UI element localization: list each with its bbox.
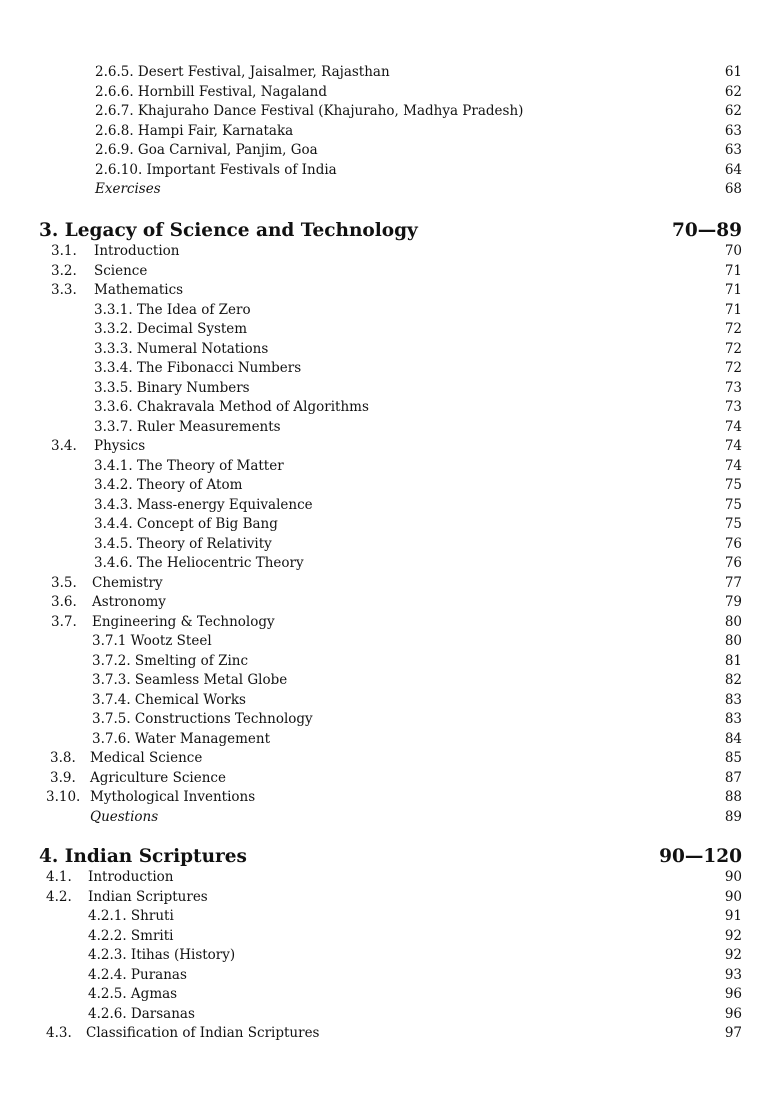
entry-title: Mathematics — [94, 282, 184, 298]
entry-page: 76 — [724, 555, 742, 571]
entry-page: 93 — [724, 966, 742, 983]
toc-entry — [0, 63, 780, 83]
toc-entry — [0, 554, 780, 574]
toc-entry — [0, 122, 780, 142]
entry-title: Astronomy — [92, 594, 166, 610]
entry-title: Physics — [94, 438, 146, 454]
toc-entry — [0, 691, 780, 711]
entry-number: 3.5. — [51, 574, 77, 591]
entry-page: 96 — [724, 986, 742, 1002]
toc-entry — [0, 671, 780, 691]
entry-title: Questions — [90, 808, 159, 825]
toc-entry — [0, 301, 780, 321]
entry-title: 2.6.8. Hampi Fair, Karnataka — [95, 122, 294, 139]
entry-title: 3.4.2. Theory of Atom — [94, 477, 243, 493]
entry-title: Introduction — [94, 243, 180, 259]
toc-entry — [0, 496, 780, 516]
chapter-pages: 90—120 — [659, 846, 742, 867]
toc-entry — [0, 593, 780, 613]
toc-entry — [0, 281, 780, 301]
entry-page: 74 — [724, 418, 742, 435]
entry-page: 81 — [724, 652, 742, 669]
entry-title: 4.2.3. Itihas (History) — [88, 947, 236, 963]
entry-page: 87 — [724, 769, 742, 786]
entry-title: 3.4.3. Mass-energy Equivalence — [94, 496, 313, 513]
toc-entry — [0, 476, 780, 496]
entry-number: 4.1. — [46, 869, 72, 885]
entry-title: 3.3.6. Chakravala Method of Algorithms — [94, 399, 369, 415]
entry-title: 4.2.4. Puranas — [88, 966, 187, 983]
entry-page: 72 — [724, 360, 742, 376]
entry-page: 73 — [724, 379, 742, 396]
entry-page: 75 — [724, 516, 742, 532]
entry-number: 4.2. — [46, 888, 72, 905]
toc-entry — [0, 769, 780, 789]
entry-page: 73 — [724, 399, 742, 415]
entry-number: 3.10. — [46, 789, 81, 805]
entry-number: 3.1. — [51, 243, 77, 259]
entry-page: 80 — [724, 633, 742, 649]
toc-entry — [0, 418, 780, 438]
entry-title: 4.2.5. Agmas — [88, 986, 178, 1002]
entry-title: 2.6.6. Hornbill Festival, Nagaland — [95, 83, 327, 100]
entry-page: 62 — [724, 103, 742, 119]
toc-entry — [0, 907, 780, 927]
entry-title: 3.3.2. Decimal System — [94, 321, 248, 337]
entry-page: 92 — [724, 947, 742, 963]
entry-title: 2.6.5. Desert Festival, Jaisalmer, Rajasthan — [95, 64, 390, 80]
entry-title: Science — [94, 262, 148, 279]
entry-number: 3.4. — [51, 438, 77, 454]
entry-page: 72 — [724, 321, 742, 337]
entry-page: 96 — [724, 1005, 742, 1022]
entry-page: 83 — [724, 691, 742, 708]
toc-entry — [0, 985, 780, 1005]
entry-title: 3.7.1 Wootz Steel — [92, 633, 212, 649]
entry-page: 85 — [724, 750, 742, 766]
entry-page: 90 — [724, 888, 742, 905]
entry-title: 3.3.1. The Idea of Zero — [94, 301, 251, 318]
entry-page: 71 — [724, 262, 742, 279]
entry-title: Introduction — [88, 869, 174, 885]
entry-title: 3.4.1. The Theory of Matter — [94, 457, 284, 474]
entry-title: 3.7.5. Constructions Technology — [92, 711, 313, 727]
entry-title: 3.4.6. The Heliocentric Theory — [94, 555, 304, 571]
toc-entry — [0, 340, 780, 360]
toc-entry — [0, 1005, 780, 1025]
entry-title: Agriculture Science — [90, 769, 226, 786]
entry-page: 75 — [724, 477, 742, 493]
entry-page: 80 — [724, 613, 742, 630]
entry-page: 97 — [724, 1025, 742, 1041]
toc-entry — [0, 966, 780, 986]
entry-title: 2.6.10. Important Festivals of India — [95, 161, 337, 178]
toc-entry — [0, 1024, 780, 1044]
toc-entry — [0, 379, 780, 399]
entry-page: 74 — [724, 438, 742, 454]
toc-entry — [0, 613, 780, 633]
entry-title: 3.7.4. Chemical Works — [92, 691, 246, 708]
entry-number: 3.7. — [51, 613, 77, 630]
entry-title: 3.7.3. Seamless Metal Globe — [92, 672, 288, 688]
entry-title: 3.4.5. Theory of Relativity — [94, 535, 272, 552]
entry-title: Engineering & Technology — [92, 613, 275, 630]
entry-page: 75 — [724, 496, 742, 513]
entry-title: 3.7.6. Water Management — [92, 730, 270, 747]
toc-entry — [0, 83, 780, 103]
entry-page: 83 — [724, 711, 742, 727]
entry-page: 90 — [724, 869, 742, 885]
toc-entry — [0, 180, 780, 200]
entry-title: Classification of Indian Scriptures — [86, 1025, 320, 1041]
entry-page: 92 — [724, 927, 742, 944]
entry-page: 82 — [724, 672, 742, 688]
toc-entry — [0, 457, 780, 477]
toc-entry — [0, 262, 780, 282]
toc-entry — [0, 730, 780, 750]
toc-entry — [0, 242, 780, 262]
toc-entry — [0, 710, 780, 730]
toc-entry — [0, 946, 780, 966]
entry-number: 3.2. — [51, 262, 77, 279]
toc-entry — [0, 632, 780, 652]
entry-page: 71 — [724, 301, 742, 318]
entry-page: 88 — [724, 789, 742, 805]
entry-title: 2.6.9. Goa Carnival, Panjim, Goa — [95, 142, 318, 158]
entry-number: 3.3. — [51, 282, 77, 298]
entry-number: 3.6. — [51, 594, 77, 610]
toc-entry — [0, 868, 780, 888]
toc-entry — [0, 652, 780, 672]
toc-entry — [0, 808, 780, 828]
chapter-title: 3. Legacy of Science and Technology — [39, 220, 418, 241]
entry-title: Exercises — [95, 181, 161, 197]
toc-entry — [0, 535, 780, 555]
chapter-heading — [0, 219, 780, 243]
toc-entry — [0, 398, 780, 418]
toc-entry — [0, 515, 780, 535]
toc-entry — [0, 749, 780, 769]
toc-entry — [0, 927, 780, 947]
chapter-pages: 70—89 — [672, 220, 742, 241]
toc-entry — [0, 161, 780, 181]
entry-title: Mythological Inventions — [90, 789, 256, 805]
entry-page: 63 — [724, 142, 742, 158]
entry-page: 77 — [724, 574, 742, 591]
entry-page: 79 — [724, 594, 742, 610]
toc-entry — [0, 359, 780, 379]
entry-page: 72 — [724, 340, 742, 357]
toc-entry — [0, 320, 780, 340]
entry-page: 84 — [724, 730, 742, 747]
entry-title: 3.3.3. Numeral Notations — [94, 340, 269, 357]
entry-page: 91 — [724, 908, 742, 924]
entry-title: 3.3.4. The Fibonacci Numbers — [94, 360, 302, 376]
toc-entry — [0, 888, 780, 908]
entry-number: 3.9. — [50, 769, 76, 786]
entry-title: 3.3.5. Binary Numbers — [94, 379, 250, 396]
entry-page: 64 — [724, 161, 742, 178]
entry-title: 3.7.2. Smelting of Zinc — [92, 652, 249, 669]
entry-number: 4.3. — [46, 1025, 72, 1041]
entry-title: 3.4.4. Concept of Big Bang — [94, 516, 278, 532]
entry-page: 71 — [724, 282, 742, 298]
entry-page: 74 — [724, 457, 742, 474]
entry-title: 4.2.1. Shruti — [88, 908, 174, 924]
entry-page: 61 — [724, 64, 742, 80]
entry-page: 76 — [724, 535, 742, 552]
toc-entry — [0, 102, 780, 122]
entry-title: 4.2.6. Darsanas — [88, 1005, 195, 1022]
entry-page: 89 — [724, 808, 742, 825]
toc-entry — [0, 437, 780, 457]
entry-page: 63 — [724, 122, 742, 139]
entry-page: 70 — [724, 243, 742, 259]
toc-entry — [0, 141, 780, 161]
chapter-title: 4. Indian Scriptures — [39, 846, 247, 867]
entry-number: 3.8. — [50, 750, 76, 766]
entry-page: 68 — [724, 181, 742, 197]
entry-title: 4.2.2. Smriti — [88, 927, 174, 944]
entry-title: Chemistry — [92, 574, 163, 591]
entry-title: Indian Scriptures — [88, 888, 208, 905]
toc-entry — [0, 788, 780, 808]
entry-title: 3.3.7. Ruler Measurements — [94, 418, 281, 435]
entry-title: 2.6.7. Khajuraho Dance Festival (Khajuraho, Madhya Pradesh) — [95, 103, 524, 119]
entry-page: 62 — [724, 83, 742, 100]
toc-entry — [0, 574, 780, 594]
chapter-heading — [0, 845, 780, 869]
entry-title: Medical Science — [90, 750, 203, 766]
